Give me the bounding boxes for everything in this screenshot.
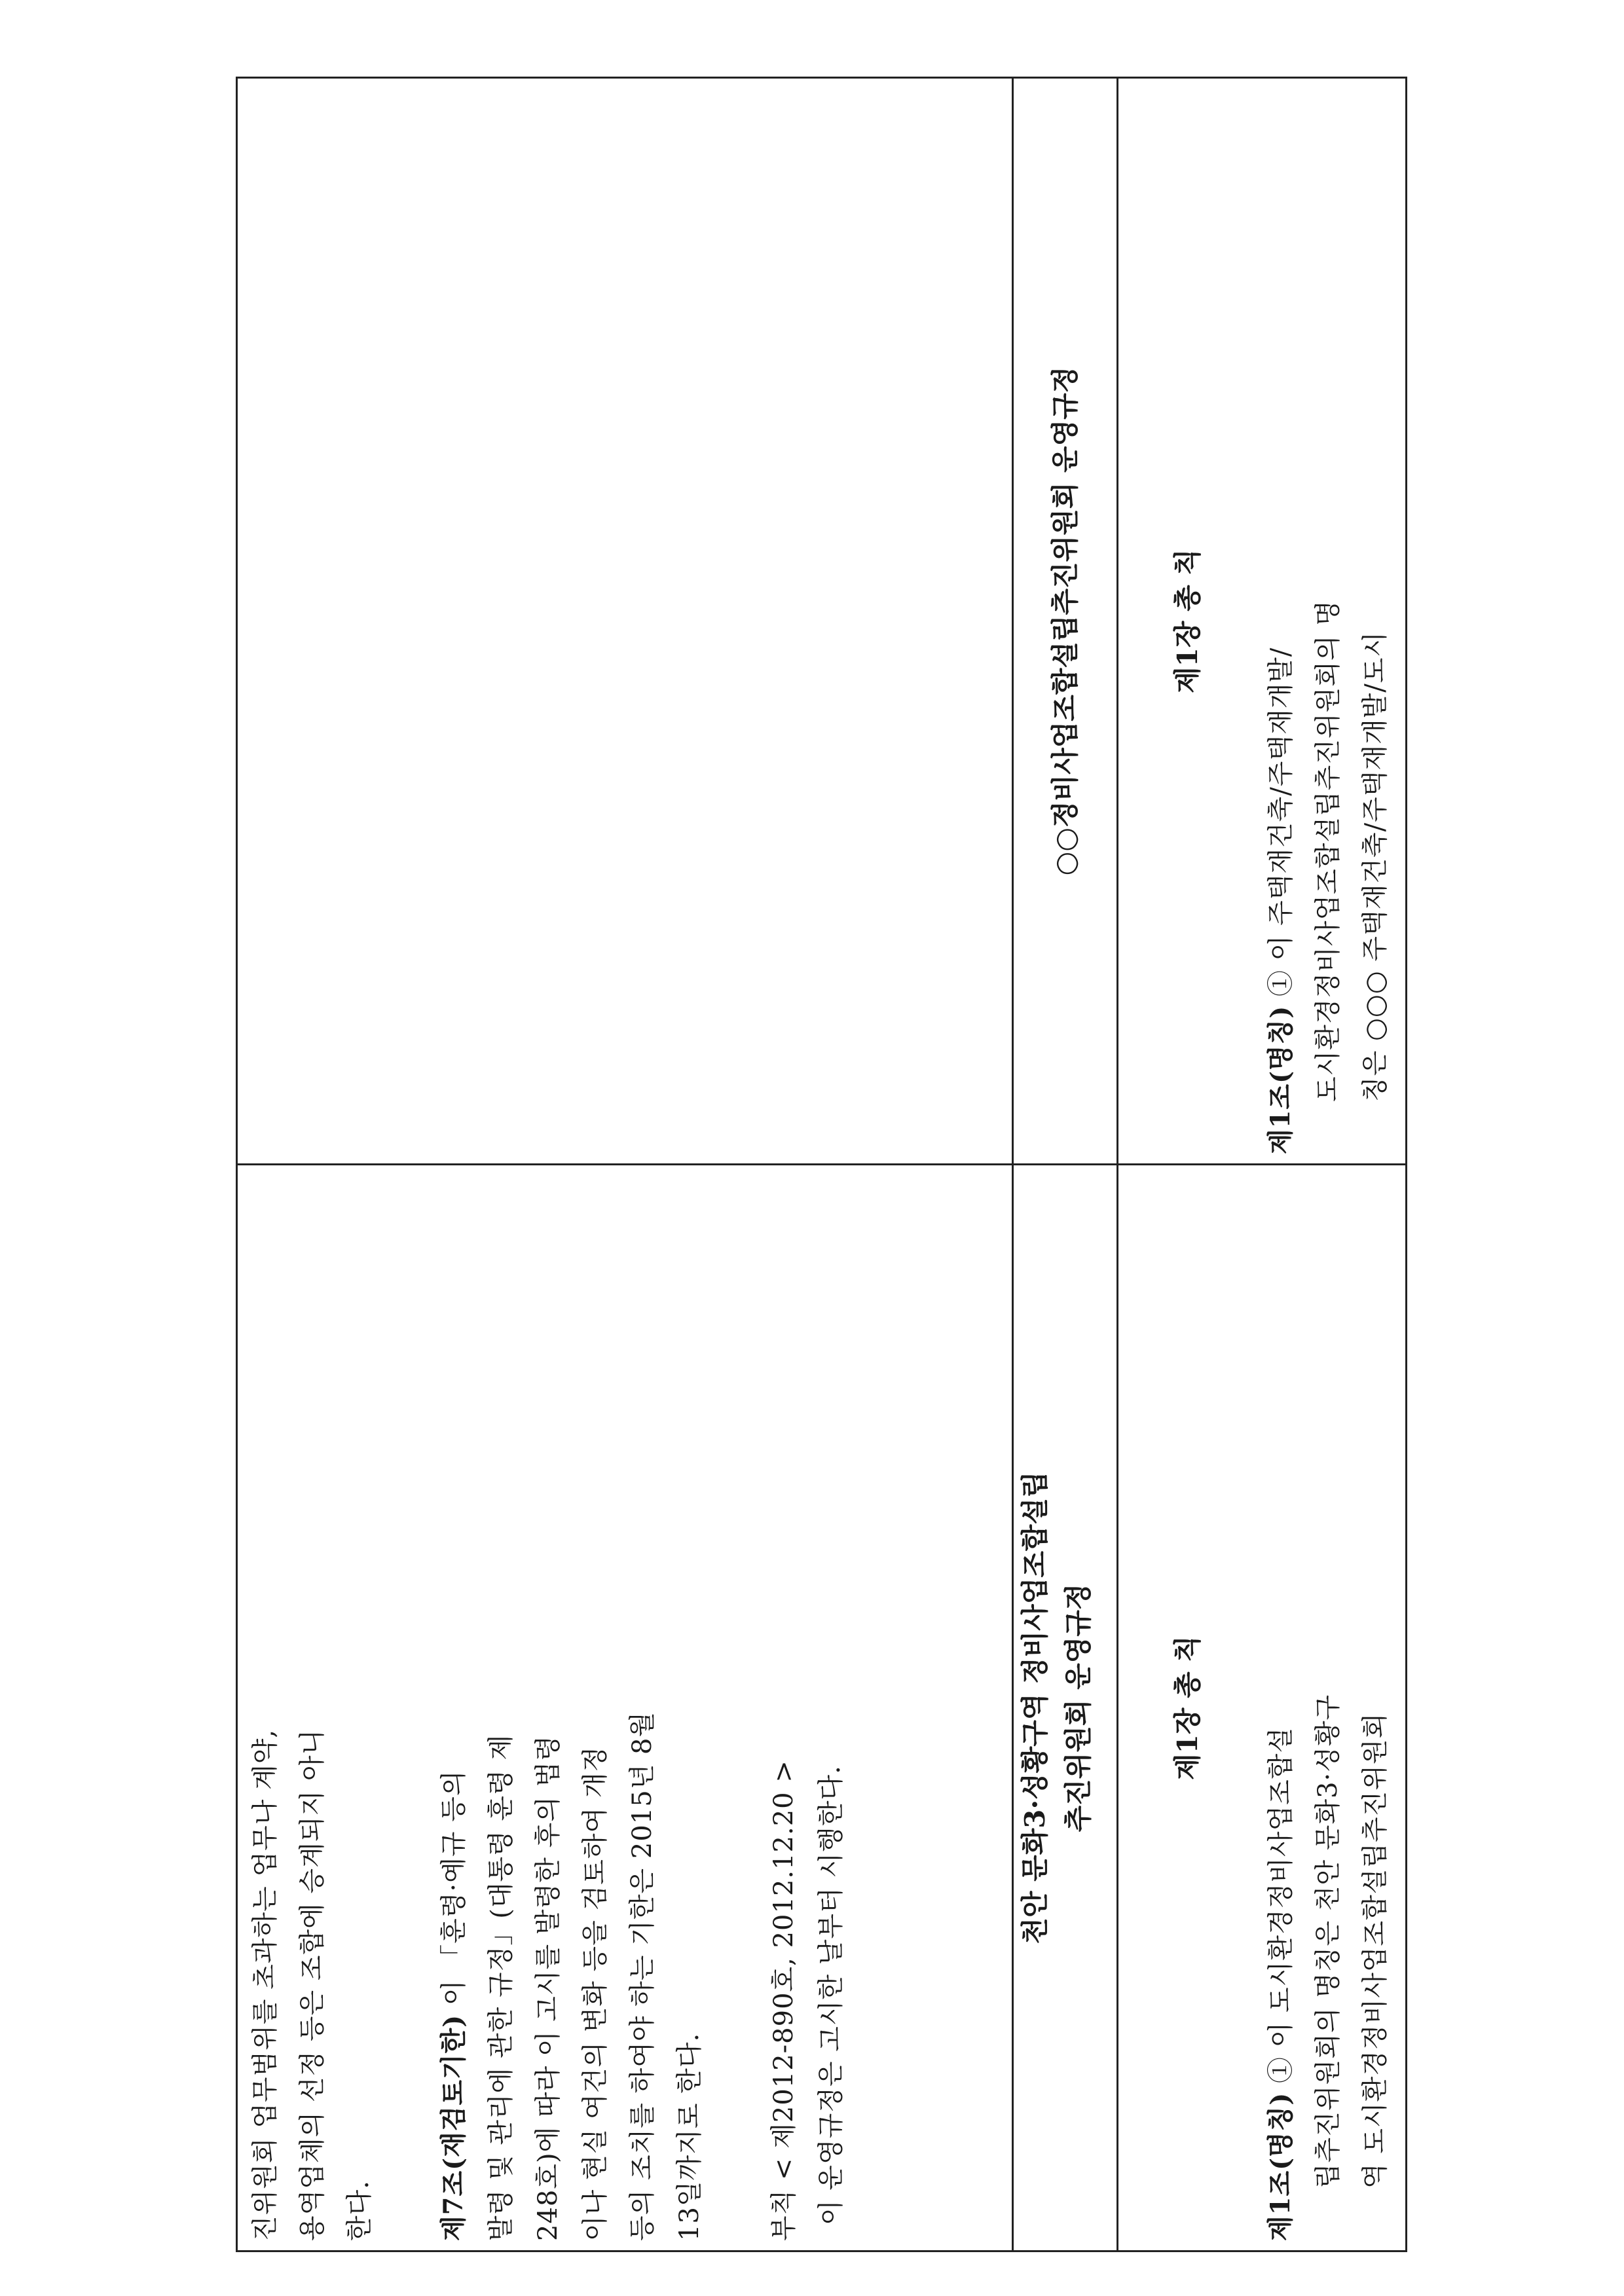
carry-over-line-3: 한다. bbox=[344, 2180, 375, 2241]
left-heading-line-1: 천안 문화3·성황구역 정비사업조합설립 bbox=[1019, 1471, 1051, 1944]
left-chapter-title: 제1장 총 칙 bbox=[1172, 1635, 1204, 1780]
article7-line: 248호)에 따라 이 고시를 발령한 후의 법령 bbox=[533, 1735, 563, 2241]
left-upper-cell bbox=[237, 1165, 1013, 2251]
left-article1-first-line bbox=[1257, 1175, 1304, 2241]
left-article1-line: 립추진위원회의 명칭은 천안 문화3·성황구 bbox=[1313, 1694, 1343, 2189]
right-article1-line: 칭은 ○○○ 주택재건축/주택재개발/도시 bbox=[1360, 630, 1390, 1102]
comparison-table bbox=[236, 77, 1407, 2252]
article7-title: 제7조(재검토기한) bbox=[438, 2014, 469, 2241]
article7-line: 발령 및 관리에 관한 규정」(대통령 훈령 제 bbox=[486, 1734, 516, 2241]
right-article1-first-line bbox=[1257, 88, 1304, 1154]
right-chapter-title: 제1장 총 칙 bbox=[1172, 549, 1204, 693]
article7-text-0: 이 「훈령·예규 등의 bbox=[439, 1770, 469, 2006]
carry-over-line-2: 용역업체의 선정 등은 조합에 승계되지 아니 bbox=[297, 1728, 327, 2241]
article7-first-line bbox=[430, 1175, 477, 2241]
addendum-line-2: 이 운영규정은 고시한 날부터 시행한다. bbox=[816, 1765, 846, 2225]
right-lower-cell bbox=[1118, 78, 1407, 1165]
left-article1-text-0: ① 이 도시환경정비사업조합설 bbox=[1266, 1726, 1296, 2084]
addendum-line-1: 부칙 < 제2012-890호, 2012.12.20 > bbox=[769, 1760, 799, 2241]
right-upper-cell bbox=[237, 78, 1013, 1165]
right-article1-title: 제1조(명칭) bbox=[1265, 1005, 1296, 1154]
left-lower-cell bbox=[1118, 1165, 1407, 2251]
article7-line: 등의 조치를 하여야 하는 기한은 2015년 8월 bbox=[627, 1711, 657, 2241]
left-article1-line: 역 도시환경정비사업조합설립추진위원회 bbox=[1360, 1712, 1390, 2189]
left-heading-cell bbox=[1013, 1165, 1118, 2251]
carry-over-line-1: 진위원회 업무범위를 초과하는 업무나 계약, bbox=[250, 1728, 280, 2241]
left-heading-line-2: 추진위원회 운영규정 bbox=[1062, 1583, 1094, 1832]
left-article1-title: 제1조(명칭) bbox=[1265, 2092, 1296, 2241]
article7-line: 이나 현실 여건의 변화 등을 검토하여 개정 bbox=[580, 1745, 610, 2241]
right-article1-line: 도시환경정비사업조합설립추진위원회의 명 bbox=[1313, 600, 1343, 1102]
right-article1-text-0: ① 이 주택재건축/주택재개발/ bbox=[1266, 647, 1296, 997]
rotated-document-page bbox=[236, 79, 1390, 2252]
article7-line: 13일까지로 한다. bbox=[674, 2032, 705, 2241]
right-heading-cell bbox=[1013, 78, 1118, 1165]
right-heading: ○○정비사업조합설립추진위원회 운영규정 bbox=[1048, 366, 1081, 876]
